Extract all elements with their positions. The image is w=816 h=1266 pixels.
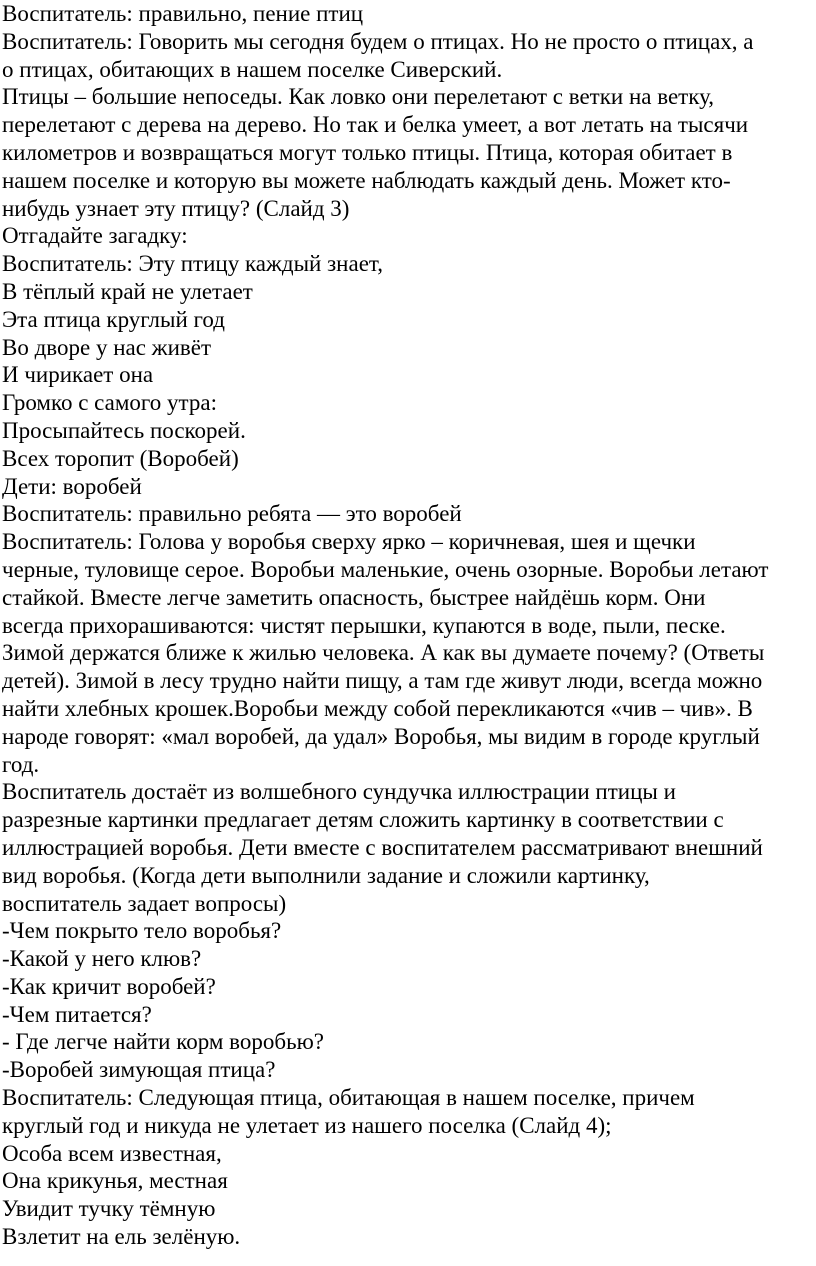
riddle-line: Она крикунья, местная [2,1168,228,1194]
riddle-line: Особа всем известная, [2,1140,222,1166]
text-line: Просыпайтесь поскорей. [2,417,246,443]
riddle-line: Взлетит на ель зелёную. [2,1224,241,1250]
question-line: -Воробей зимующая птица? [2,1057,276,1083]
text-line: Громко с самого утра: [2,390,217,416]
text-line: иллюстрацией воробья. Дети вместе с воспитателем рассматривают внешний [2,834,763,860]
text-line: Отгадайте загадку: [2,223,188,249]
text-line: о птицах, обитающих в нашем поселке Сиверский. [2,56,503,82]
text-line: Воспитатель: правильно, пение птиц [2,1,364,26]
question-line: -Как кричит воробей? [2,973,216,999]
text-line: круглый год и никуда не улетает из нашего поселка (Слайд 4); [2,1112,612,1138]
text-line: В тёплый край не улетает [2,278,253,304]
question-line: -Чем покрыто тело воробья? [2,918,282,944]
text-line: найти хлебных крошек.Воробьи между собой перекликаются «чив – чив». В [2,695,753,721]
text-line: черные, туловище серое. Воробьи маленькие, очень озорные. Воробьи летают [2,556,769,582]
text-line: разрезные картинки предлагает детям сложить картинку в соответствии с [2,807,724,833]
text-line: Зимой держатся ближе к жилью человека. А как вы думаете почему? (Ответы [2,640,765,666]
text-line: Птицы – большие непоседы. Как ловко они перелетают с ветки на ветку, [2,84,715,110]
text-line: Воспитатель: Говорить мы сегодня будем о птицах. Но не просто о птицах, а [2,28,754,54]
text-line: народе говорят: «мал воробей, да удал» Воробья, мы видим в городе круглый [2,723,760,749]
text-line: Воспитатель: Следующая птица, обитающая в нашем поселке, причем [2,1085,695,1111]
text-line: нибудь узнает эту птицу? (Слайд 3) [2,195,350,221]
text-line: воспитатель задает вопросы) [2,890,287,916]
text-line: год. [2,751,40,777]
riddle-line: Увидит тучку тёмную [2,1196,216,1222]
text-line: километров и возвращаться могут только птицы. Птица, которая обитает в [2,139,733,165]
text-line: Воспитатель: Голова у воробья сверху ярко – коричневая, шея и щечки [2,529,696,555]
text-line: перелетают с дерева на дерево. Но так и белка умеет, а вот летать на тысячи [2,112,749,138]
text-line: Во дворе у нас живёт [2,334,211,360]
text-line: вид воробья. (Когда дети выполнили задание и сложили картинку, [2,862,650,888]
text-line: И чирикает она [2,362,154,388]
text-line: Воспитатель: Эту птицу каждый знает, [2,251,383,277]
question-line: -Какой у него клюв? [2,946,202,972]
text-line: детей). Зимой в лесу трудно найти пищу, а там где живут люди, всегда можно [2,668,763,694]
text-line: Эта птица круглый год [2,306,225,332]
text-line: Воспитатель: правильно ребята — это воробей [2,501,462,527]
text-line: Всех торопит (Воробей) [2,445,239,471]
text-line: нашем поселке и которую вы можете наблюдать каждый день. Может кто- [2,167,731,193]
text-line: всегда прихорашиваются: чистят перышки, купаются в воде, пыли, песке. [2,612,726,638]
text-line: Воспитатель достаёт из волшебного сундучка иллюстрации птицы и [2,779,676,805]
question-line: -Чем питается? [2,1001,152,1027]
text-line: стайкой. Вместе легче заметить опасность, быстрее найдёшь корм. Они [2,584,706,610]
text-line: Дети: воробей [2,473,142,499]
question-line: - Где легче найти корм воробью? [2,1029,324,1055]
